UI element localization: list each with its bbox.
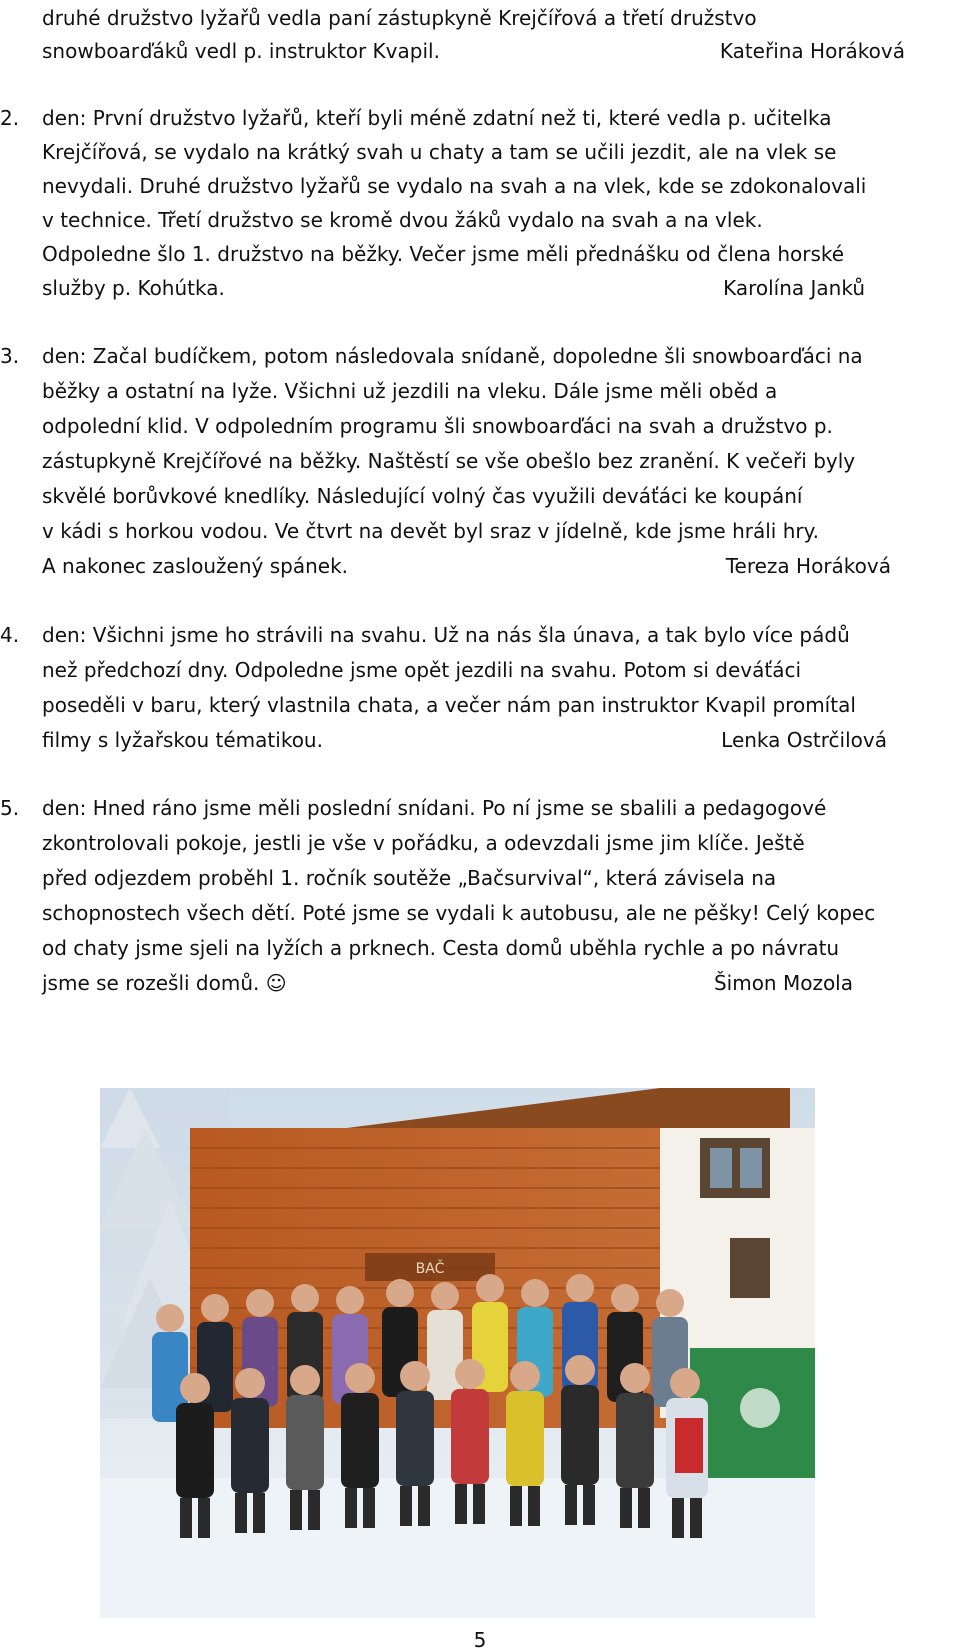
- text: A nakonec zasloužený spánek.: [42, 554, 349, 578]
- author-signature: Šimon Mozola: [713, 971, 853, 995]
- intro-line-2: [0, 33, 905, 69]
- text: den: Začal budíčkem, potom následovala snídaně, dopoledne šli snowboarďáci na: [42, 344, 863, 368]
- day-number: 5.: [0, 796, 20, 820]
- day-3-line-1: [0, 338, 905, 374]
- day-5-line-1: [0, 790, 905, 826]
- text: druhé družstvo lyžařů vedla paní zástupkyně Krejčířová a třetí družstvo: [42, 6, 757, 30]
- day-3-line-5: [0, 478, 905, 514]
- day-3-line-3: [0, 408, 905, 444]
- day-number: 3.: [0, 344, 20, 368]
- day-5-line-6: [0, 965, 905, 1001]
- text: služby p. Kohútka.: [42, 276, 225, 300]
- text: odpolední klid. V odpoledním programu šli snowboarďáci na svah a družstvo p.: [42, 414, 833, 438]
- text: den: Všichni jsme ho strávili na svahu. Už na nás šla únava, a tak bylo více pádů: [42, 623, 850, 647]
- day-4-line-4: [0, 722, 905, 758]
- day-5-line-3: [0, 860, 905, 896]
- text: jsme se rozešli domů. ☺: [42, 971, 287, 995]
- photo-illustration: [100, 1088, 815, 1618]
- day-2-line-1: [0, 100, 905, 136]
- intro-line-1: [0, 0, 905, 36]
- text: v technice. Třetí družstvo se kromě dvou žáků vydalo na svah a na vlek.: [42, 208, 763, 232]
- day-4-line-2: [0, 652, 905, 688]
- text: filmy s lyžařskou tématikou.: [42, 728, 323, 752]
- day-number: 4.: [0, 623, 20, 647]
- day-4-line-3: [0, 687, 905, 723]
- text: skvělé borůvkové knedlíky. Následující volný čas využili deváťáci ke koupání: [42, 484, 803, 508]
- text: Krejčířová, se vydalo na krátký svah u chaty a tam se učili jezdit, ale na vlek se: [42, 140, 837, 164]
- text: před odjezdem proběhl 1. ročník soutěže „Bačsurvival“, která závisela na: [42, 866, 777, 890]
- text: zástupkyně Krejčířové na běžky. Naštěstí se vše obešlo bez zranění. K večeři byly: [42, 449, 856, 473]
- text: den: První družstvo lyžařů, kteří byli méně zdatní než ti, které vedla p. učitelka: [42, 106, 832, 130]
- day-5-line-5: [0, 930, 905, 966]
- text: v kádi s horkou vodou. Ve čtvrt na devět byl sraz v jídelně, kde jsme hráli hry.: [42, 519, 819, 543]
- text: Odpoledne šlo 1. družstvo na běžky. Večer jsme měli přednášku od člena horské: [42, 242, 845, 266]
- day-5-line-4: [0, 895, 905, 931]
- day-3-line-7: [0, 548, 905, 584]
- day-4-line-1: [0, 617, 905, 653]
- day-3-line-4: [0, 443, 905, 479]
- day-2-line-5: [0, 236, 905, 272]
- text: než předchozí dny. Odpoledne jsme opět jezdili na svahu. Potom si deváťáci: [42, 658, 802, 682]
- text: snowboarďáků vedl p. instruktor Kvapil.: [42, 39, 440, 63]
- day-2-line-4: [0, 202, 905, 238]
- day-2-line-2: [0, 134, 905, 170]
- day-3-line-2: [0, 373, 905, 409]
- author-signature: Kateřina Horáková: [719, 39, 905, 63]
- author-signature: Tereza Horáková: [725, 554, 891, 578]
- text: schopnostech všech dětí. Poté jsme se vydali k autobusu, ale ne pěšky! Celý kopec: [42, 901, 876, 925]
- day-5-line-2: [0, 825, 905, 861]
- text: nevydali. Druhé družstvo lyžařů se vydalo na svah a na vlek, kde se zdokonalovali: [42, 174, 867, 198]
- day-2-line-6: [0, 270, 905, 306]
- text: den: Hned ráno jsme měli poslední snídani. Po ní jsme se sbalili a pedagogové: [42, 796, 827, 820]
- author-signature: Karolína Janků: [723, 276, 865, 300]
- day-3-line-6: [0, 513, 905, 549]
- group-photo: [100, 1088, 815, 1618]
- text: zkontrolovali pokoje, jestli je vše v pořádku, a odevzdali jsme jim klíče. Ještě: [42, 831, 805, 855]
- day-number: 2.: [0, 106, 20, 130]
- page-number: 5: [473, 1628, 487, 1652]
- text: poseděli v baru, který vlastnila chata, a večer nám pan instruktor Kvapil promítal: [42, 693, 856, 717]
- chalet-sign: BAČ: [415, 1261, 445, 1277]
- text: od chaty jsme sjeli na lyžích a prknech. Cesta domů uběhla rychle a po návratu: [42, 936, 840, 960]
- author-signature: Lenka Ostrčilová: [721, 728, 887, 752]
- day-2-line-3: [0, 168, 905, 204]
- text: běžky a ostatní na lyže. Všichni už jezdili na vleku. Dále jsme měli oběd a: [42, 379, 778, 403]
